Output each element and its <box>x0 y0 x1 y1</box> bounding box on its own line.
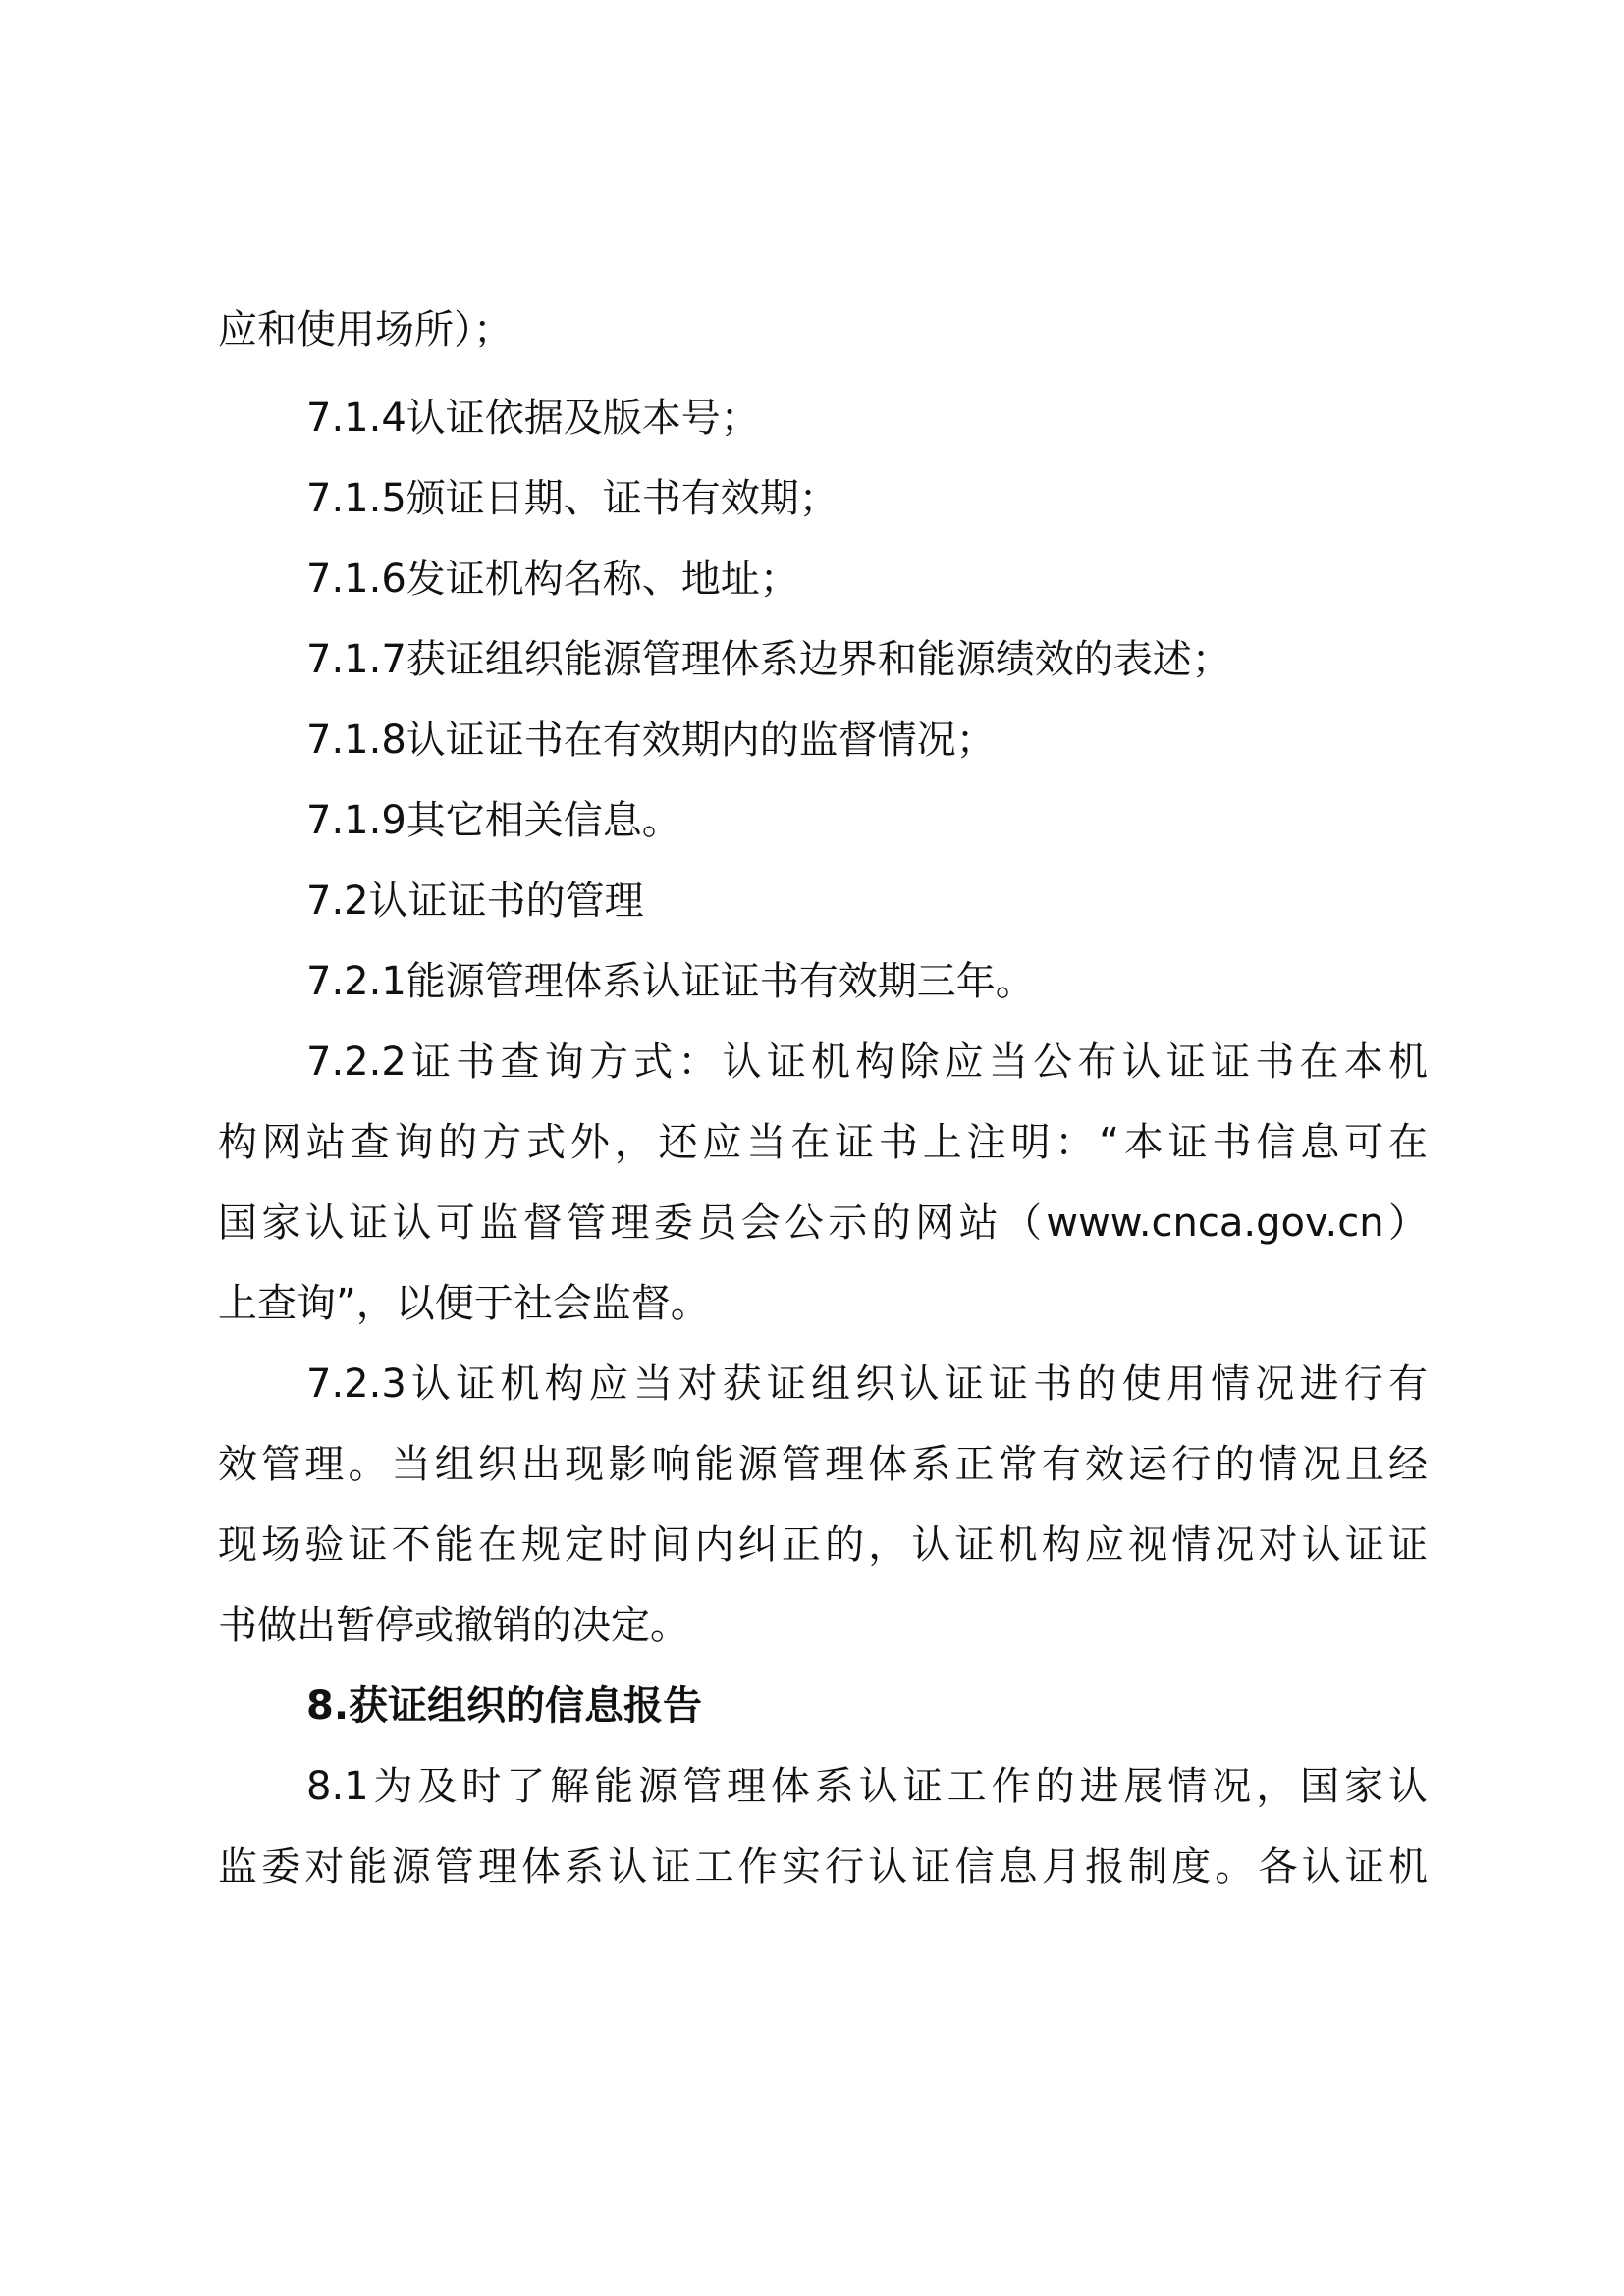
text-line-10: 7.2.2证书查询方式：认证机构除应当公布认证证书在本机 <box>306 1040 1428 1085</box>
text-line-16: 现场验证不能在规定时间内纠正的，认证机构应视情况对认证证 <box>218 1522 1428 1568</box>
text-line-9: 7.2.1能源管理体系认证证书有效期三年。 <box>306 959 1035 1004</box>
text-line-20: 监委对能源管理体系认证工作实行认证信息月报制度。各认证机 <box>218 1844 1428 1890</box>
text-line-19: 8.1为及时了解能源管理体系认证工作的进展情况，国家认 <box>306 1764 1428 1809</box>
text-line-5: 7.1.7获证组织能源管理体系边界和能源绩效的表述； <box>306 637 1231 682</box>
section-heading-8: 8.获证组织的信息报告 <box>306 1683 703 1729</box>
text-line-14: 7.2.3认证机构应当对获证组织认证证书的使用情况进行有 <box>306 1362 1428 1407</box>
text-line-11: 构网站查询的方式外，还应当在证书上注明：“本证书信息可在 <box>218 1120 1428 1165</box>
text-line-3: 7.1.5颁证日期、证书有效期； <box>306 476 839 521</box>
text-line-15: 效管理。当组织出现影响能源管理体系正常有效运行的情况且经 <box>218 1442 1428 1487</box>
text-line-6: 7.1.8认证证书在有效期内的监督情况； <box>306 718 996 763</box>
text-line-13: 上查询”，以便于社会监督。 <box>218 1281 710 1326</box>
text-line-7: 7.1.9其它相关信息。 <box>306 798 681 843</box>
section-title-7-2: 7.2认证证书的管理 <box>306 879 644 924</box>
text-line-17: 书做出暂停或撤销的决定。 <box>218 1603 689 1648</box>
text-line-4: 7.1.6发证机构名称、地址； <box>306 557 799 602</box>
text-line-1: 应和使用场所）； <box>218 307 513 352</box>
text-line-2: 7.1.4认证依据及版本号； <box>306 396 760 441</box>
text-line-12: 国家认证认可监督管理委员会公示的网站（www.cnca.gov.cn） <box>218 1201 1428 1246</box>
